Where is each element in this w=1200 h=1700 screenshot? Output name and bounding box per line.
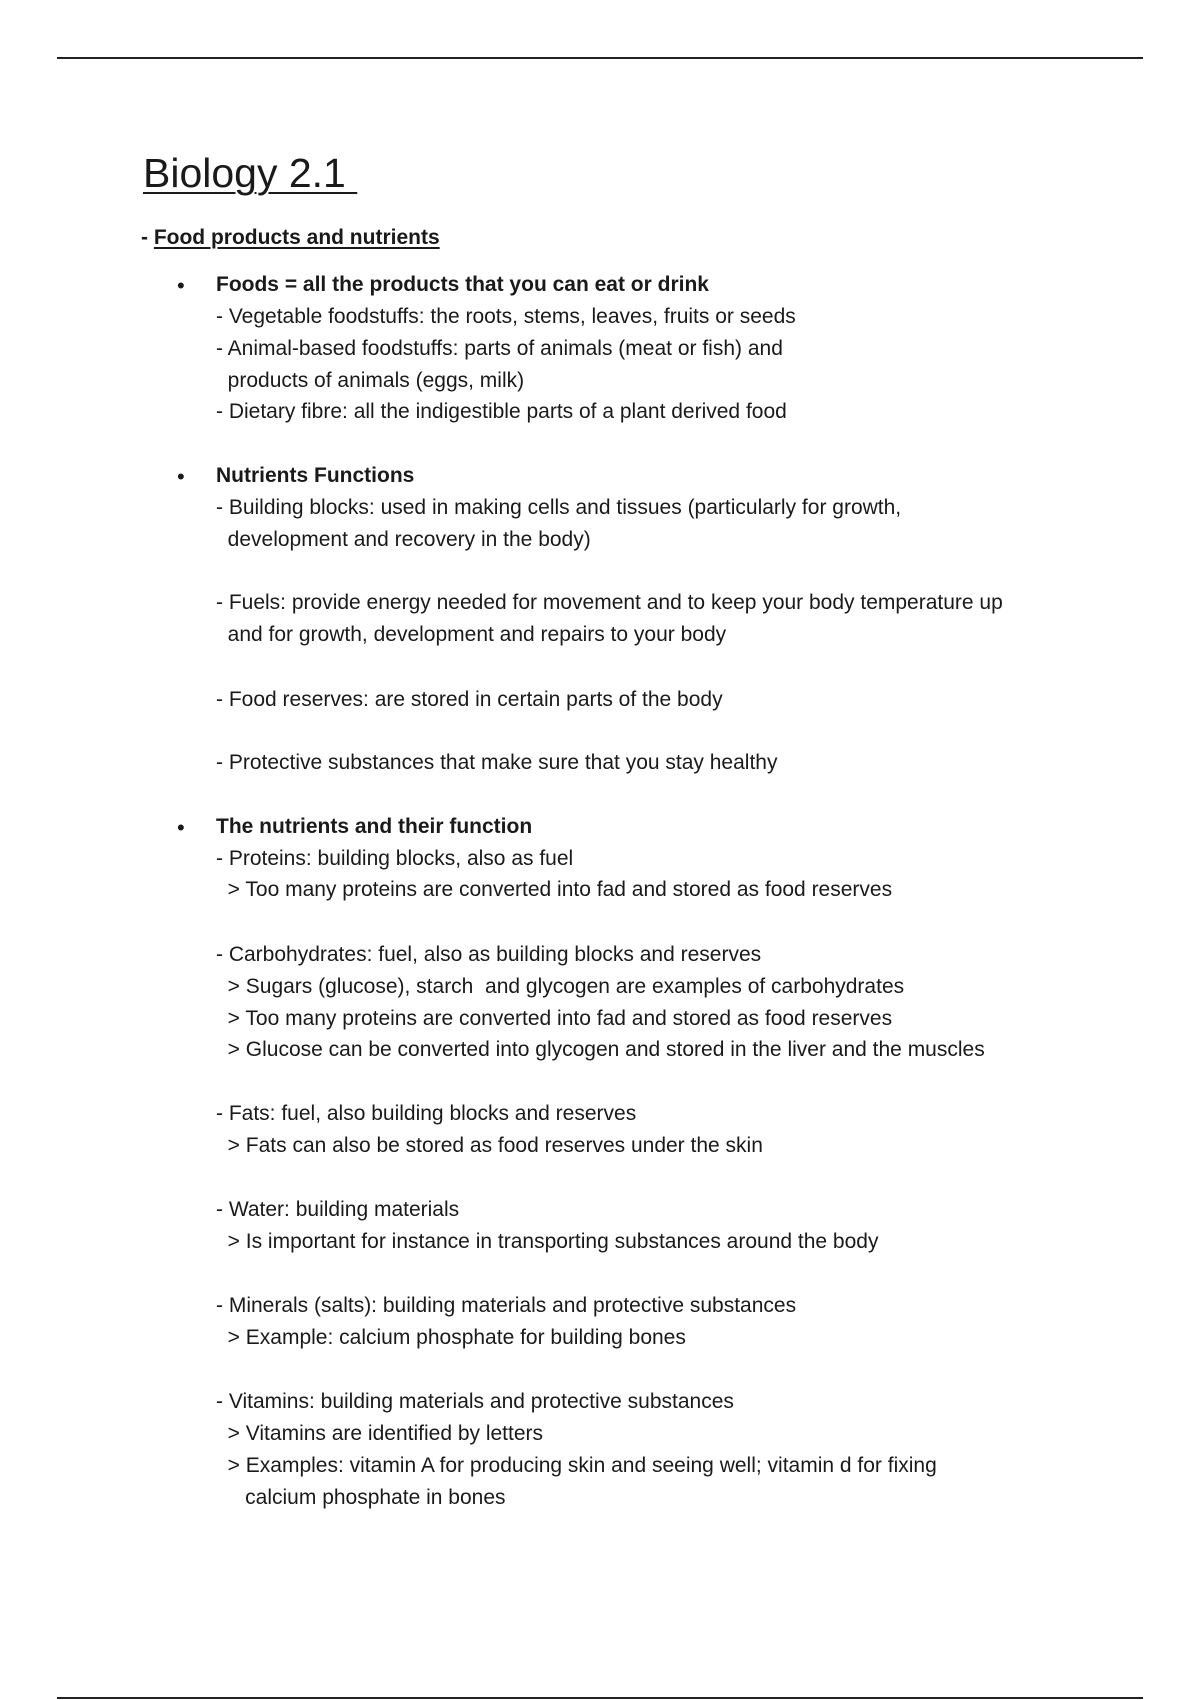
list-item: > Vitamins are identified by letters [216,1422,544,1445]
page-title: Biology 2.1 [143,150,358,196]
list-item: - Proteins: building blocks, also as fuel [216,847,574,870]
list-item: - Animal-based foodstuffs: parts of animals (meat or fish) and [216,337,783,360]
section-subtitle [141,224,440,252]
list-item: development and recovery in the body) [216,528,591,551]
list-item: and for growth, development and repairs to your body [216,623,727,646]
list-item: - Vitamins: building materials and protective substances [216,1390,734,1413]
bullet-icon: • [177,815,185,840]
list-item: > Fats can also be stored as food reserves under the skin [216,1134,763,1157]
list-item: - Vegetable foodstuffs: the roots, stems, leaves, fruits or seeds [216,305,796,328]
subtitle-dash: - [141,226,154,249]
list-item: > Sugars (glucose), starch and glycogen are examples of carbohydrates [216,975,905,998]
list-item: - Minerals (salts): building materials and protective substances [216,1294,797,1317]
list-item: - Carbohydrates: fuel, also as building blocks and reserves [216,943,762,966]
list-item: > Examples: vitamin A for producing skin and seeing well; vitamin d for fixing [216,1454,937,1477]
list-item: > Glucose can be converted into glycogen and stored in the liver and the muscles [216,1038,985,1061]
list-item: > Too many proteins are converted into fad and stored as food reserves [216,1007,893,1030]
list-item: - Water: building materials [216,1198,460,1221]
bottom-rule [57,1697,1143,1699]
section-heading: Nutrients Functions [216,464,415,487]
section-heading: The nutrients and their function [216,815,533,838]
list-item: - Fats: fuel, also building blocks and reserves [216,1102,637,1125]
list-item: - Dietary fibre: all the indigestible parts of a plant derived food [216,400,787,423]
bullet-icon: • [177,273,185,298]
list-item: - Fuels: provide energy needed for movement and to keep your body temperature up [216,591,1003,614]
list-item: calcium phosphate in bones [216,1486,506,1509]
bullet-icon: • [177,464,185,489]
list-item: - Building blocks: used in making cells and tissues (particularly for growth, [216,496,902,519]
subtitle-text: Food products and nutrients [153,226,440,249]
list-item: > Example: calcium phosphate for building bones [216,1326,686,1349]
list-item: products of animals (eggs, milk) [216,369,525,392]
top-rule [57,57,1143,59]
section-heading: Foods = all the products that you can eat or drink [216,273,709,296]
list-item: > Is important for instance in transporting substances around the body [216,1230,879,1253]
list-item: - Food reserves: are stored in certain parts of the body [216,688,723,711]
list-item: - Protective substances that make sure that you stay healthy [216,751,778,774]
list-item: > Too many proteins are converted into fad and stored as food reserves [216,878,893,901]
